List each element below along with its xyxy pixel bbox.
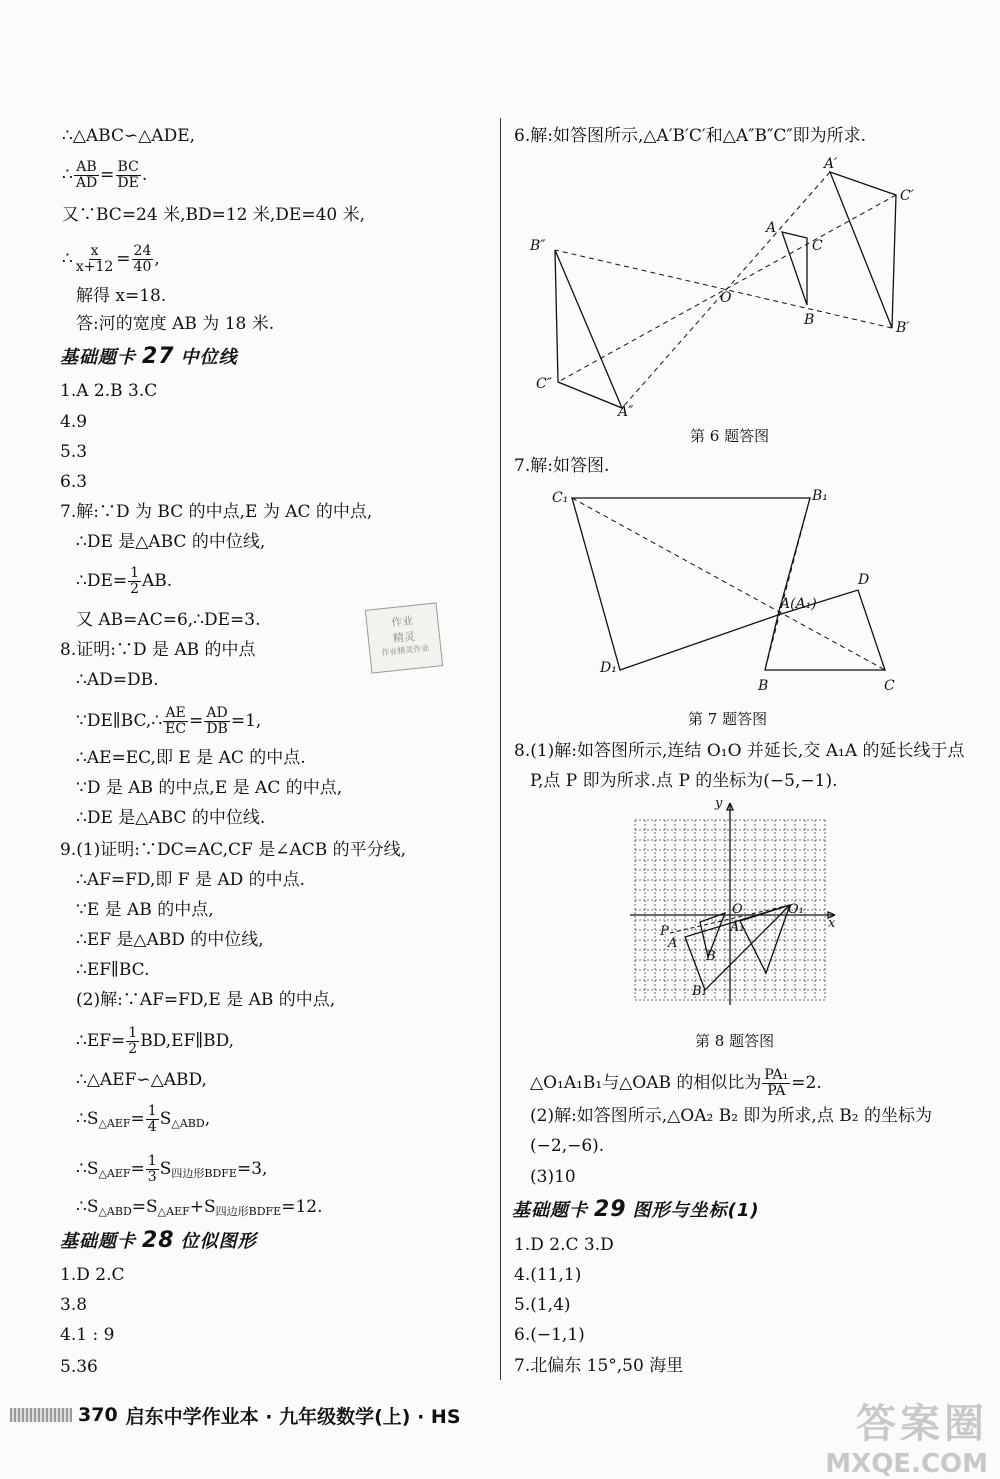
heading-title: 位似图形 (180, 1231, 257, 1252)
text: ∴S (76, 1109, 99, 1129)
text-line: 5.3 (60, 442, 88, 462)
text: ∴ (62, 165, 73, 185)
text: =12. (281, 1197, 323, 1217)
label: C₁ (552, 490, 569, 506)
heading-number: 29 (594, 1197, 627, 1222)
watermark-text: 答案圈 (856, 1401, 988, 1447)
fraction (115, 160, 140, 191)
text-line: 1.D 2.C 3.D (514, 1235, 614, 1255)
denominator: 2 (130, 581, 140, 597)
text-line: ∴△ABC∽△ADE, (62, 126, 196, 146)
heading-title: 图形与坐标(1) (632, 1200, 760, 1221)
subscript: 四边形BDFE (171, 1167, 237, 1180)
text: ∴S (76, 1159, 99, 1179)
section-heading-27 (60, 346, 238, 369)
subscript: △AEF (157, 1205, 190, 1218)
text: =1, (230, 711, 262, 731)
subscript: 四边形BDFE (215, 1205, 282, 1218)
label: O (732, 902, 743, 917)
subscript: △AEF (98, 1117, 131, 1130)
denominator: DE (117, 175, 139, 191)
denominator: 2 (128, 1041, 138, 1057)
stamp-text: 作业 (390, 613, 414, 630)
subscript: △ABD (98, 1205, 132, 1218)
denominator: DB (206, 721, 228, 737)
subscript: △ABD (171, 1117, 205, 1130)
text-line: 又 AB=AC=6,∴DE=3. (76, 610, 261, 630)
triangle-o1a1b1 (685, 905, 790, 990)
section-heading-29 (512, 1199, 760, 1222)
text-line: 7.解:如答图. (514, 456, 610, 476)
text: = (130, 1109, 145, 1129)
figure-6 (520, 150, 950, 420)
text-line: 4.9 (60, 412, 88, 432)
text: ∴DE= (76, 571, 128, 591)
triangle-a-prime (830, 172, 896, 328)
label: A(A₁) (780, 596, 817, 612)
text-line: 7.北偏东 15°,50 海里 (514, 1356, 684, 1376)
fraction (128, 566, 141, 597)
label: P (660, 924, 669, 939)
text: AB. (142, 571, 173, 591)
watermark-url: MXQE.COM (825, 1449, 988, 1479)
text-line: 5.(1,4) (514, 1295, 571, 1315)
numerator: PA₁ (764, 1067, 789, 1083)
denominator: 40 (133, 259, 152, 275)
text-line: ∴AE=EC,即 E 是 AC 的中点. (76, 748, 306, 768)
figure-7 (540, 480, 920, 700)
label: O₁ (788, 902, 804, 917)
label: A (668, 936, 678, 951)
figure-8-caption: 第 8 题答图 (695, 1032, 775, 1050)
label: A₁ (730, 920, 745, 935)
numerator: AD (206, 705, 228, 721)
text: , (154, 249, 160, 269)
fraction-line (62, 244, 160, 275)
fraction-line (76, 1104, 210, 1135)
page-footer (10, 1400, 461, 1430)
text-line: 6.(−1,1) (514, 1325, 585, 1345)
watermark (825, 1392, 988, 1479)
text-line: 6.解:如答图所示,△A′B′C′和△A″B″C″即为所求. (514, 126, 867, 146)
text-line: 8.证明:∵D 是 AB 的中点 (60, 640, 256, 660)
text-line: 解得 x=18. (76, 286, 167, 306)
stamp-image (365, 602, 443, 673)
heading-number: 27 (142, 344, 175, 369)
heading-number: 28 (142, 1228, 175, 1253)
label: C (884, 678, 895, 694)
fraction (163, 706, 188, 737)
text: , (204, 1109, 211, 1129)
label: B (706, 949, 716, 964)
text-line: 9.(1)证明:∵DC=AC,CF 是∠ACB 的平分线, (60, 840, 407, 860)
label: A″ (618, 404, 634, 420)
text: =3, (236, 1159, 268, 1179)
text: = (100, 165, 115, 185)
fraction (74, 160, 99, 191)
dashed-diagonals (572, 498, 885, 670)
text-line: ∴△AEF∽△ABD, (76, 1070, 207, 1090)
text: S (159, 1159, 172, 1179)
text-line: 8.(1)解:如答图所示,连结 O₁O 并延长,交 A₁A 的延长线于点 (514, 741, 965, 761)
fraction-line (62, 160, 147, 191)
text-line: ∴DE 是△ABC 的中位线, (76, 532, 266, 552)
footer-title: 启东中学作业本 · 九年级数学(上) · HS (125, 1405, 461, 1428)
text: ∴ (62, 249, 73, 269)
text: = (189, 711, 204, 731)
text: = (130, 1159, 145, 1179)
stamp-text: 作业精灵作业 (380, 643, 430, 658)
fraction (762, 1068, 790, 1099)
denominator: 3 (147, 1169, 157, 1185)
denominator: PA (767, 1083, 786, 1099)
numerator: 1 (147, 1103, 157, 1119)
triangle-abc (782, 232, 807, 305)
text-line: (2)解:如答图所示,△OA₂ B₂ 即为所求,点 B₂ 的坐标为 (530, 1106, 932, 1126)
quadrilateral-c1b1a1d1 (572, 498, 810, 670)
label: O (720, 290, 732, 306)
fraction (126, 1026, 139, 1057)
denominator: EC (165, 721, 187, 737)
text-line (76, 1196, 323, 1223)
text-line: 7.解:∵D 为 BC 的中点,E 为 AC 的中点, (60, 502, 373, 522)
text-line: ∴AF=FD,即 F 是 AD 的中点. (76, 870, 306, 890)
text-line: 4.1 : 9 (60, 1325, 115, 1345)
fraction (146, 1154, 159, 1185)
figure-7-caption: 第 7 题答图 (688, 710, 768, 728)
text: ∴EF= (76, 1031, 126, 1051)
text: S (159, 1109, 172, 1129)
text-line: ∴EF∥BC. (76, 960, 150, 980)
text: ∴S (76, 1197, 99, 1217)
denominator: 4 (147, 1119, 157, 1135)
text-line: ∵E 是 AB 的中点, (76, 900, 214, 920)
label: B′ (896, 320, 910, 336)
figure-6-caption: 第 6 题答图 (690, 427, 770, 445)
text-line: 5.36 (60, 1357, 98, 1377)
numerator: x (90, 243, 99, 259)
label: D (858, 572, 870, 588)
heading-prefix: 基础题卡 (512, 1200, 588, 1221)
fraction (146, 1104, 159, 1135)
label: y (715, 796, 723, 811)
subscript: △AEF (98, 1167, 131, 1180)
fraction (132, 244, 154, 275)
text: ∵DE∥BC,∴ (76, 711, 163, 731)
fraction-line (76, 1154, 267, 1185)
text-line: 1.D 2.C (60, 1265, 125, 1285)
text-line: ∴DE 是△ABC 的中位线. (76, 808, 266, 828)
text: △O₁A₁B₁与△OAB 的相似比为 (530, 1073, 762, 1093)
label: C″ (536, 376, 552, 392)
numerator: 24 (133, 243, 152, 259)
fraction-line (530, 1068, 822, 1099)
label: C′ (900, 188, 914, 204)
section-heading-28 (60, 1230, 257, 1253)
fraction (74, 244, 115, 275)
text-line: 又∵BC=24 米,BD=12 米,DE=40 米, (62, 205, 366, 225)
heading-prefix: 基础题卡 (60, 347, 136, 368)
label: B (804, 312, 815, 328)
text-line: 答:河的宽度 AB 为 18 米. (76, 314, 275, 334)
text-line: (3)10 (530, 1167, 576, 1187)
label: C (812, 238, 823, 254)
numerator: BC (117, 159, 139, 175)
fraction-line (76, 566, 172, 597)
text-line: (−2,−6). (530, 1136, 605, 1156)
label: D₁ (600, 660, 617, 676)
denominator: AD (75, 175, 98, 191)
text: = (116, 249, 131, 269)
text: =2. (791, 1073, 822, 1093)
page-number: 370 (78, 1404, 118, 1426)
label: x (828, 916, 836, 931)
text-line: 1.A 2.B 3.C (60, 381, 158, 401)
numerator: 1 (130, 565, 140, 581)
text-line: 4.(11,1) (514, 1265, 582, 1285)
text-line: P,点 P 即为所求.点 P 的坐标为(−5,−1). (530, 771, 838, 791)
numerator: AE (165, 705, 186, 721)
heading-title: 中位线 (180, 347, 238, 368)
label: A (766, 220, 777, 236)
denominator: x+12 (75, 259, 114, 275)
stamp-text: 精灵 (392, 629, 416, 646)
label: B (758, 678, 769, 694)
label: B₁ (812, 488, 828, 504)
label: B₁ (692, 984, 707, 999)
numerator: 1 (147, 1153, 157, 1169)
text-line: ∴EF 是△ABD 的中位线, (76, 930, 264, 950)
footer-bar (10, 1408, 72, 1422)
text: . (141, 165, 148, 185)
label: A′ (824, 156, 838, 172)
fraction-line (76, 706, 261, 737)
text-line: 6.3 (60, 472, 88, 492)
text-line: ∵D 是 AB 的中点,E 是 AC 的中点, (76, 778, 343, 798)
numerator: 1 (128, 1025, 138, 1041)
column-divider (500, 118, 501, 1380)
text-line: 3.8 (60, 1295, 88, 1315)
text: =S (131, 1197, 158, 1217)
triangle-a-double-prime (555, 250, 622, 408)
figure-8 (620, 795, 850, 1010)
text: BD,EF∥BD, (140, 1031, 235, 1051)
fraction-line (76, 1026, 234, 1057)
fraction (204, 706, 230, 737)
label: B″ (530, 238, 546, 254)
heading-prefix: 基础题卡 (60, 1231, 136, 1252)
text-line: (2)解:∵AF=FD,E 是 AB 的中点, (76, 990, 336, 1010)
text-line: ∴AD=DB. (76, 670, 159, 690)
text: +S (189, 1197, 216, 1217)
numerator: AB (76, 159, 97, 175)
